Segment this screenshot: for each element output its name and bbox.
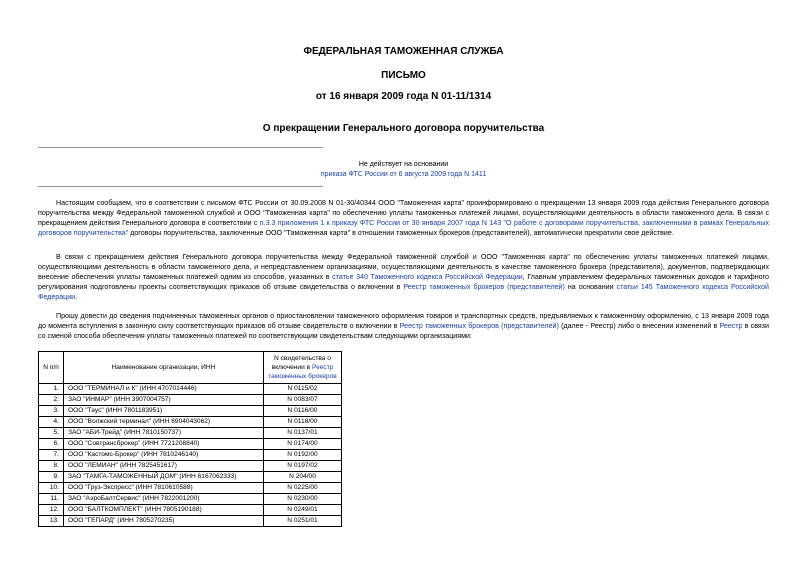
row-number: 11. xyxy=(39,494,64,505)
row-org-name: ЗАО "АБИ-Трейд" (ИНН 7810150737) xyxy=(64,428,264,439)
paragraph-text: договоры поручительства, заключенные ООО "Таможенная карта" в отношении таможенных брокеров (представителей), автоматически прекратили свое действие. xyxy=(128,229,674,237)
paragraph-2 xyxy=(38,252,769,302)
validity-notice xyxy=(0,160,807,180)
row-org-name: ООО "Груз-Экспресс" (ИНН 7810610588) xyxy=(64,483,264,494)
row-org-name: ООО "Совтрансброкер" (ИНН 7721208840) xyxy=(64,439,264,450)
header-name: Наименование организации, ИНН xyxy=(64,352,264,384)
table-row xyxy=(39,450,342,461)
organizations-table xyxy=(38,351,342,527)
row-number: 6. xyxy=(39,439,64,450)
row-number: 2. xyxy=(39,395,64,406)
row-org-name: ЗАО "АэроБалтСервис" (ИНН 7822001200) xyxy=(64,494,264,505)
row-cert-number: N 204/00 xyxy=(264,472,342,483)
legal-reference-link[interactable]: п.3.3 приложения 1 к приказу ФТС России от 30 января 2007 года N 143 "О работе с договорами поручительства, заключенными в рамках Генеральных договоров поручительства" xyxy=(38,219,769,237)
row-org-name: ООО "БАЛТКОМПЛЕКТ" (ИНН 7805190188) xyxy=(64,505,264,516)
table-row xyxy=(39,406,342,417)
row-org-name: ООО "ЛЕМИАН" (ИНН 7825451617) xyxy=(64,461,264,472)
row-cert-number: N 0249/01 xyxy=(264,505,342,516)
divider-bottom xyxy=(38,186,323,187)
row-org-name: ЗАО "ТАМГА-ТАМОЖЕННЫЙ ДОМ" (ИНН 6167062333) xyxy=(64,472,264,483)
row-cert-number: N 0230/00 xyxy=(264,494,342,505)
notice-link[interactable]: приказа ФТС России от 6 августа 2009 года N 1411 xyxy=(320,171,487,178)
row-org-name: ООО "ГЕПАРД" (ИНН 7805270235) xyxy=(64,516,264,527)
table-row xyxy=(39,483,342,494)
row-cert-number: N 0225/00 xyxy=(264,483,342,494)
paragraph-text: , Главным управлением федеральных таможенных доходов и тарифного регулирования подготовлены проекты соответствующих приказов об отзыве свидетельства о включении в xyxy=(38,273,770,291)
legal-reference-link[interactable]: Реестр xyxy=(719,322,743,330)
row-number: 4. xyxy=(39,417,64,428)
row-cert-number: N 0137/01 xyxy=(264,428,342,439)
paragraph-text: . xyxy=(75,293,78,301)
table-row xyxy=(39,461,342,472)
row-cert-number: N 0083/07 xyxy=(264,395,342,406)
row-number: 9. xyxy=(39,472,64,483)
row-cert-number: N 0251/01 xyxy=(264,516,342,527)
legal-reference-link[interactable]: статьи 145 Таможенного кодекса Российской Федерации xyxy=(38,283,769,301)
row-number: 1. xyxy=(39,384,64,395)
row-cert-number: N 0115/02 xyxy=(264,384,342,395)
row-number: 10. xyxy=(39,483,64,494)
table-row xyxy=(39,428,342,439)
row-number: 12. xyxy=(39,505,64,516)
row-cert-number: N 0116/00 xyxy=(264,406,342,417)
paragraph-text: Прошу довести до сведения подчиненных таможенных органов о приостановлении таможенного оформления товаров и транспортных средств, предъявляемых к таможенному оформлению, с 13 января 2009 года до момента вступления в законную силу соответствующих приказов об отзыве свидетельств о включении в xyxy=(38,312,769,330)
legal-reference-link[interactable]: Реестр таможенных брокеров (представителей) xyxy=(399,322,559,330)
agency-title: ФЕДЕРАЛЬНАЯ ТАМОЖЕННАЯ СЛУЖБА xyxy=(303,46,504,57)
row-org-name: ООО "Кастомс-Брокер" (ИНН 7810246140) xyxy=(64,450,264,461)
table-row xyxy=(39,384,342,395)
row-org-name: ООО "Волжский терминал" (ИНН 6904043062) xyxy=(64,417,264,428)
row-number: 7. xyxy=(39,450,64,461)
header-cert xyxy=(264,352,342,384)
header-num: N п/п xyxy=(39,352,64,384)
header-cert-link[interactable]: Реестр таможенных брокеров xyxy=(268,364,337,380)
document-subject: О прекращении Генерального договора поручительства xyxy=(262,123,545,134)
document-date-number: от 16 января 2009 года N 01-11/1314 xyxy=(315,91,492,102)
legal-reference-link[interactable]: статье 340 Таможенного кодекса Российской Федерации xyxy=(332,273,523,281)
legal-reference-link[interactable]: Реестр таможенных брокеров (представителей) xyxy=(403,283,565,291)
row-cert-number: N 0197/02 xyxy=(264,461,342,472)
paragraph-text: В связи с прекращением действия Генерального договора поручительства между Федеральной таможенной службой и ООО "Таможенная карта" по обеспечению уплаты таможенных платежей лицами, осуществляющими деятельность в области таможенного дела, и непредставлением организациями, осуществляющими деятельность в качестве таможенного брокера (представителя), документов, подтверждающих внесение обеспечения уплаты таможенных платежей одним из способов, указанных в xyxy=(38,253,769,281)
paragraph-3 xyxy=(38,311,769,341)
row-org-name: ООО "Таус" (ИНН 7801183951) xyxy=(64,406,264,417)
table-row xyxy=(39,516,342,527)
paragraph-text: (далее - Реестр) либо о внесении изменений в xyxy=(558,322,720,330)
table-header-row xyxy=(39,352,342,384)
paragraph-text: на основании xyxy=(564,283,617,291)
table-row xyxy=(39,395,342,406)
table-row xyxy=(39,439,342,450)
notice-text: Не действует на основании xyxy=(358,161,449,168)
paragraph-text: в связи со сменой способа обеспечения уплаты таможенных платежей по соответствующим свидетельствам следующими организациями: xyxy=(38,322,769,340)
divider-top xyxy=(38,147,323,148)
document-type: ПИСЬМО xyxy=(381,70,426,81)
table-row xyxy=(39,472,342,483)
row-number: 5. xyxy=(39,428,64,439)
row-org-name: ЗАО "ИНМАР" (ИНН 3907004757) xyxy=(64,395,264,406)
row-number: 13. xyxy=(39,516,64,527)
row-cert-number: N 0174/00 xyxy=(264,439,342,450)
row-number: 3. xyxy=(39,406,64,417)
header-cert-text: N свидетельства о включении в xyxy=(271,355,331,371)
row-cert-number: N 0118/00 xyxy=(264,417,342,428)
paragraph-text: Настоящим сообщаем, что в соответствии с письмом ФТС России от 30.09.2008 N 01-30/40344 ООО "Таможенная карта" проинформировано о прекращении 13 января 2009 года действия Генерального договора поручительства между Федеральной таможенной службой и ООО "Таможенная карта" по обеспечению уплаты таможенных платежей лицами, осуществляющими деятельность в области таможенного дела. В связи с прекращением действия Генерального договора в соответствии с xyxy=(38,199,769,227)
row-number: 8. xyxy=(39,461,64,472)
paragraph-1 xyxy=(38,198,769,238)
table-row xyxy=(39,505,342,516)
row-cert-number: N 0192/00 xyxy=(264,450,342,461)
row-org-name: ООО "ТЕРМИНАЛ и К" (ИНН 4707014446) xyxy=(64,384,264,395)
table-row xyxy=(39,417,342,428)
table-row xyxy=(39,494,342,505)
